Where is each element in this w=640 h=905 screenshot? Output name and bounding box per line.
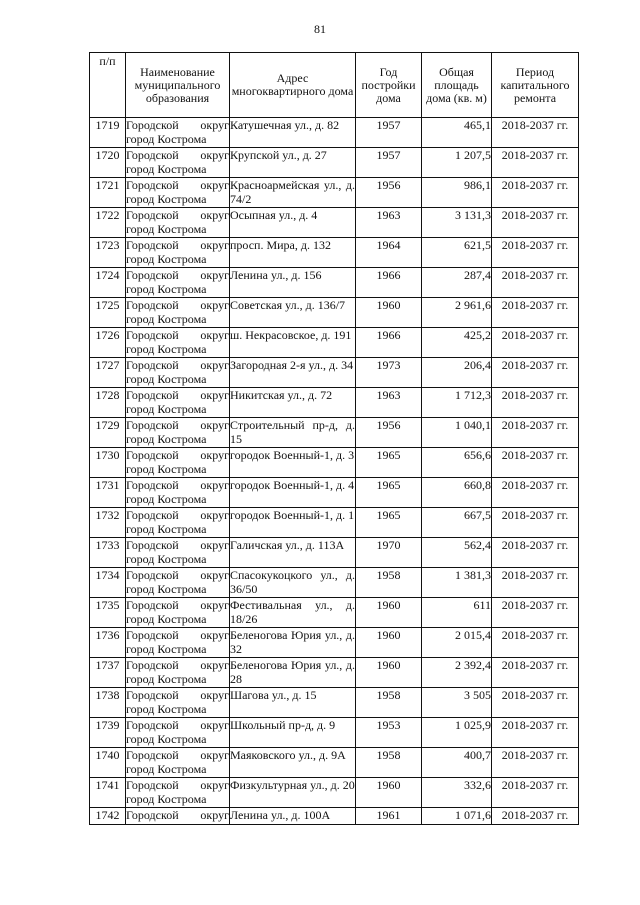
municipality-word-2: округ — [200, 658, 229, 672]
municipality-line-2: город Кострома — [126, 762, 207, 776]
municipality-line-2: город Кострома — [126, 222, 207, 236]
address-cell: Загородная 2-я ул., д. 34 — [230, 358, 356, 388]
municipality-cell — [126, 628, 230, 658]
year-cell: 1961 — [356, 808, 422, 825]
year-cell: 1953 — [356, 718, 422, 748]
year-cell: 1960 — [356, 628, 422, 658]
municipality-line-2: город Кострома — [126, 372, 207, 386]
municipality-word-2: округ — [200, 388, 229, 402]
municipality-line-1 — [126, 628, 229, 642]
municipality-word-2: округ — [200, 178, 229, 192]
address-cell: городок Военный-1, д. 4 — [230, 478, 356, 508]
row-number-cell: 1722 — [90, 208, 126, 238]
municipality-word-2: округ — [200, 808, 229, 822]
area-cell: 3 505 — [422, 688, 492, 718]
area-cell: 206,4 — [422, 358, 492, 388]
table-row — [90, 178, 579, 208]
period-cell: 2018-2037 гг. — [492, 748, 579, 778]
area-cell: 1 025,9 — [422, 718, 492, 748]
area-cell: 1 712,3 — [422, 388, 492, 418]
municipality-line-1 — [126, 178, 229, 192]
year-cell: 1965 — [356, 508, 422, 538]
table-row — [90, 568, 579, 598]
year-cell: 1966 — [356, 328, 422, 358]
address-cell: Красноармейская ул., д. 74/2 — [230, 178, 355, 206]
row-number-cell: 1724 — [90, 268, 126, 298]
header-period: Период капитального ремонта — [492, 53, 579, 118]
municipality-cell — [126, 718, 230, 748]
municipality-line-1 — [126, 298, 229, 312]
area-cell: 1 040,1 — [422, 418, 492, 448]
municipality-word-2: округ — [200, 298, 229, 312]
area-cell: 621,5 — [422, 238, 492, 268]
year-cell: 1970 — [356, 538, 422, 568]
municipality-line-1 — [126, 478, 229, 492]
municipality-line-2: город Кострома — [126, 612, 207, 626]
table-row — [90, 388, 579, 418]
period-cell: 2018-2037 гг. — [492, 808, 579, 825]
year-cell: 1957 — [356, 118, 422, 148]
municipality-word-1: Городской — [126, 118, 179, 132]
period-cell: 2018-2037 гг. — [492, 508, 579, 538]
address-cell: Советская ул., д. 136/7 — [230, 298, 356, 328]
municipality-line-1 — [126, 208, 229, 222]
address-cell: Фестивальная ул., д. 18/26 — [230, 598, 355, 626]
header-year: Год постройки дома — [356, 53, 422, 118]
municipality-word-1: Городской — [126, 238, 179, 252]
municipality-word-1: Городской — [126, 658, 179, 672]
address-cell: Ленина ул., д. 156 — [230, 268, 356, 298]
row-number-cell: 1719 — [90, 118, 126, 148]
year-cell: 1964 — [356, 238, 422, 268]
table-row — [90, 598, 579, 628]
address-cell: Никитская ул., д. 72 — [230, 388, 356, 418]
municipality-cell — [126, 778, 230, 808]
year-cell: 1958 — [356, 748, 422, 778]
municipality-line-2: город Кострома — [126, 462, 207, 476]
municipality-line-2: город Кострома — [126, 432, 207, 446]
period-cell: 2018-2037 гг. — [492, 208, 579, 238]
area-cell: 660,8 — [422, 478, 492, 508]
row-number-cell: 1730 — [90, 448, 126, 478]
address-cell: Катушечная ул., д. 82 — [230, 118, 356, 148]
municipality-word-2: округ — [200, 478, 229, 492]
table-row — [90, 808, 579, 825]
municipality-line-1 — [126, 658, 229, 672]
municipality-word-1: Городской — [126, 688, 179, 702]
municipality-line-1 — [126, 118, 229, 132]
municipality-cell — [126, 268, 230, 298]
municipality-line-1 — [126, 808, 229, 822]
table-row — [90, 778, 579, 808]
table-row — [90, 718, 579, 748]
area-cell: 465,1 — [422, 118, 492, 148]
municipality-cell — [126, 298, 230, 328]
municipality-word-2: округ — [200, 448, 229, 462]
table-row — [90, 358, 579, 388]
area-cell: 425,2 — [422, 328, 492, 358]
municipality-word-2: округ — [200, 268, 229, 282]
period-cell: 2018-2037 гг. — [492, 688, 579, 718]
table-row — [90, 658, 579, 688]
page-number: 81 — [314, 22, 326, 36]
table-row — [90, 208, 579, 238]
table-row — [90, 118, 579, 148]
municipality-cell — [126, 358, 230, 388]
municipality-word-1: Городской — [126, 268, 179, 282]
municipality-word-1: Городской — [126, 538, 179, 552]
municipality-line-1 — [126, 538, 229, 552]
municipality-line-2: город Кострома — [126, 192, 207, 206]
municipality-line-2: город Кострома — [126, 552, 207, 566]
municipality-cell — [126, 418, 230, 448]
municipality-word-1: Городской — [126, 778, 179, 792]
municipality-word-1: Городской — [126, 148, 179, 162]
municipality-line-1 — [126, 358, 229, 372]
year-cell: 1958 — [356, 688, 422, 718]
municipality-word-1: Городской — [126, 598, 179, 612]
municipality-word-1: Городской — [126, 748, 179, 762]
table-row — [90, 478, 579, 508]
municipality-word-2: округ — [200, 688, 229, 702]
period-cell: 2018-2037 гг. — [492, 388, 579, 418]
year-cell: 1965 — [356, 478, 422, 508]
period-cell: 2018-2037 гг. — [492, 628, 579, 658]
municipality-cell — [126, 178, 230, 208]
municipality-cell — [126, 508, 230, 538]
table-row — [90, 628, 579, 658]
municipality-line-1 — [126, 148, 229, 162]
period-cell: 2018-2037 гг. — [492, 358, 579, 388]
municipality-word-2: округ — [200, 628, 229, 642]
municipality-word-1: Городской — [126, 328, 179, 342]
address-cell: Маяковского ул., д. 9А — [230, 748, 356, 778]
year-cell: 1966 — [356, 268, 422, 298]
municipality-word-1: Городской — [126, 808, 179, 822]
address-cell: ш. Некрасовское, д. 191 — [230, 328, 356, 358]
municipality-line-2: город Кострома — [126, 342, 207, 356]
period-cell: 2018-2037 гг. — [492, 718, 579, 748]
municipality-word-2: округ — [200, 238, 229, 252]
period-cell: 2018-2037 гг. — [492, 598, 579, 628]
table-row — [90, 238, 579, 268]
area-cell: 611 — [422, 598, 492, 628]
municipality-cell — [126, 118, 230, 148]
period-cell: 2018-2037 гг. — [492, 538, 579, 568]
municipality-word-2: округ — [200, 778, 229, 792]
municipality-line-2: город Кострома — [126, 162, 207, 176]
municipality-word-2: округ — [200, 148, 229, 162]
period-cell: 2018-2037 гг. — [492, 568, 579, 598]
municipality-word-1: Городской — [126, 178, 179, 192]
row-number-cell: 1725 — [90, 298, 126, 328]
municipality-line-2: город Кострома — [126, 582, 207, 596]
period-cell: 2018-2037 гг. — [492, 178, 579, 208]
municipality-line-2: город Кострома — [126, 132, 207, 146]
table-row — [90, 148, 579, 178]
municipality-line-1 — [126, 598, 229, 612]
area-cell: 2 961,6 — [422, 298, 492, 328]
row-number-cell: 1723 — [90, 238, 126, 268]
table-row — [90, 418, 579, 448]
municipality-word-1: Городской — [126, 478, 179, 492]
municipality-line-1 — [126, 388, 229, 402]
area-cell: 1 381,3 — [422, 568, 492, 598]
row-number-cell: 1720 — [90, 148, 126, 178]
municipality-cell — [126, 688, 230, 718]
municipality-cell — [126, 448, 230, 478]
area-cell: 2 015,4 — [422, 628, 492, 658]
row-number-cell: 1732 — [90, 508, 126, 538]
row-number-cell: 1735 — [90, 598, 126, 628]
municipality-line-2: город Кострома — [126, 702, 207, 716]
address-cell: Ленина ул., д. 100А — [230, 808, 356, 825]
header-area: Общая площадь дома (кв. м) — [422, 53, 492, 118]
municipality-line-1 — [126, 448, 229, 462]
year-cell: 1963 — [356, 208, 422, 238]
period-cell: 2018-2037 гг. — [492, 778, 579, 808]
municipality-word-2: округ — [200, 328, 229, 342]
address-cell: Строительный пр-д, д. 15 — [230, 418, 355, 446]
row-number-cell: 1728 — [90, 388, 126, 418]
address-cell: Шагова ул., д. 15 — [230, 688, 356, 718]
municipality-line-2: город Кострома — [126, 312, 207, 326]
municipality-cell — [126, 328, 230, 358]
period-cell: 2018-2037 гг. — [492, 418, 579, 448]
municipality-cell — [126, 148, 230, 178]
table-row — [90, 508, 579, 538]
municipality-line-2: город Кострома — [126, 402, 207, 416]
address-cell: Спасокукоцкого ул., д. 36/50 — [230, 568, 355, 596]
municipality-word-2: округ — [200, 718, 229, 732]
municipality-word-1: Городской — [126, 298, 179, 312]
period-cell: 2018-2037 гг. — [492, 448, 579, 478]
address-cell: Крупской ул., д. 27 — [230, 148, 356, 178]
area-cell: 1 207,5 — [422, 148, 492, 178]
municipality-word-1: Городской — [126, 718, 179, 732]
header-address: Адрес многоквартирного дома — [230, 53, 356, 118]
municipality-word-2: округ — [200, 538, 229, 552]
year-cell: 1960 — [356, 778, 422, 808]
municipality-word-2: округ — [200, 748, 229, 762]
municipality-line-1 — [126, 268, 229, 282]
address-cell: Беленогова Юрия ул., д. 28 — [230, 658, 355, 686]
table-header-row — [90, 53, 579, 118]
municipality-line-1 — [126, 748, 229, 762]
municipality-word-1: Городской — [126, 388, 179, 402]
municipality-word-2: округ — [200, 358, 229, 372]
row-number-cell: 1738 — [90, 688, 126, 718]
municipality-line-1 — [126, 688, 229, 702]
municipality-word-2: округ — [200, 598, 229, 612]
period-cell: 2018-2037 гг. — [492, 268, 579, 298]
municipality-cell — [126, 748, 230, 778]
address-cell: Галичская ул., д. 113А — [230, 538, 356, 568]
row-number-cell: 1742 — [90, 808, 126, 825]
year-cell: 1958 — [356, 568, 422, 598]
municipality-line-2: город Кострома — [126, 642, 207, 656]
row-number-cell: 1727 — [90, 358, 126, 388]
header-number: п/п — [90, 53, 126, 118]
table-row — [90, 448, 579, 478]
municipality-line-1 — [126, 568, 229, 582]
table-row — [90, 748, 579, 778]
municipality-line-2: город Кострома — [126, 522, 207, 536]
municipality-cell — [126, 238, 230, 268]
municipality-word-1: Городской — [126, 208, 179, 222]
year-cell: 1963 — [356, 388, 422, 418]
municipality-cell — [126, 808, 230, 825]
municipality-cell — [126, 388, 230, 418]
row-number-cell: 1733 — [90, 538, 126, 568]
address-cell: городок Военный-1, д. 1 — [230, 508, 356, 538]
municipality-line-2: город Кострома — [126, 492, 207, 506]
municipality-word-1: Городской — [126, 508, 179, 522]
row-number-cell: 1729 — [90, 418, 126, 448]
municipality-cell — [126, 568, 230, 598]
area-cell: 332,6 — [422, 778, 492, 808]
year-cell: 1956 — [356, 418, 422, 448]
row-number-cell: 1721 — [90, 178, 126, 208]
area-cell: 3 131,3 — [422, 208, 492, 238]
period-cell: 2018-2037 гг. — [492, 298, 579, 328]
municipality-line-1 — [126, 718, 229, 732]
municipality-word-2: округ — [200, 118, 229, 132]
table-row — [90, 688, 579, 718]
address-cell: Осыпная ул., д. 4 — [230, 208, 356, 238]
municipality-word-1: Городской — [126, 628, 179, 642]
year-cell: 1965 — [356, 448, 422, 478]
municipality-line-2: город Кострома — [126, 732, 207, 746]
municipality-word-1: Городской — [126, 358, 179, 372]
municipality-word-2: округ — [200, 418, 229, 432]
table-row — [90, 328, 579, 358]
municipality-word-2: округ — [200, 568, 229, 582]
period-cell: 2018-2037 гг. — [492, 658, 579, 688]
address-cell: Школьный пр-д, д. 9 — [230, 718, 356, 748]
municipality-word-2: округ — [200, 208, 229, 222]
period-cell: 2018-2037 гг. — [492, 328, 579, 358]
municipality-cell — [126, 538, 230, 568]
municipality-line-2: город Кострома — [126, 282, 207, 296]
year-cell: 1957 — [356, 148, 422, 178]
municipality-word-2: округ — [200, 508, 229, 522]
municipality-cell — [126, 478, 230, 508]
address-cell: Беленогова Юрия ул., д. 32 — [230, 628, 355, 656]
municipality-word-1: Городской — [126, 568, 179, 582]
municipality-line-2: город Кострома — [126, 252, 207, 266]
municipality-line-2: город Кострома — [126, 792, 207, 806]
area-cell: 667,5 — [422, 508, 492, 538]
row-number-cell: 1736 — [90, 628, 126, 658]
municipality-line-1 — [126, 778, 229, 792]
area-cell: 400,7 — [422, 748, 492, 778]
municipality-line-2: город Кострома — [126, 672, 207, 686]
year-cell: 1960 — [356, 598, 422, 628]
row-number-cell: 1739 — [90, 718, 126, 748]
year-cell: 1960 — [356, 298, 422, 328]
period-cell: 2018-2037 гг. — [492, 478, 579, 508]
period-cell: 2018-2037 гг. — [492, 238, 579, 268]
table-body — [90, 118, 579, 825]
address-cell: городок Военный-1, д. 3 — [230, 448, 356, 478]
table-row — [90, 538, 579, 568]
row-number-cell: 1731 — [90, 478, 126, 508]
year-cell: 1960 — [356, 658, 422, 688]
address-cell: просп. Мира, д. 132 — [230, 238, 356, 268]
municipality-cell — [126, 658, 230, 688]
municipality-cell — [126, 598, 230, 628]
row-number-cell: 1741 — [90, 778, 126, 808]
row-number-cell: 1740 — [90, 748, 126, 778]
municipality-word-1: Городской — [126, 418, 179, 432]
municipality-line-1 — [126, 238, 229, 252]
area-cell: 986,1 — [422, 178, 492, 208]
municipality-cell — [126, 208, 230, 238]
year-cell: 1973 — [356, 358, 422, 388]
table-row — [90, 298, 579, 328]
housing-registry-table — [89, 52, 579, 825]
area-cell: 656,6 — [422, 448, 492, 478]
table-row — [90, 268, 579, 298]
row-number-cell: 1734 — [90, 568, 126, 598]
header-municipality: Наименование муниципального образования — [126, 53, 230, 118]
address-cell: Физкультурная ул., д. 20 — [230, 778, 356, 808]
row-number-cell: 1737 — [90, 658, 126, 688]
municipality-line-1 — [126, 418, 229, 432]
municipality-line-1 — [126, 508, 229, 522]
period-cell: 2018-2037 гг. — [492, 118, 579, 148]
municipality-line-1 — [126, 328, 229, 342]
year-cell: 1956 — [356, 178, 422, 208]
period-cell: 2018-2037 гг. — [492, 148, 579, 178]
area-cell: 1 071,6 — [422, 808, 492, 825]
area-cell: 2 392,4 — [422, 658, 492, 688]
area-cell: 287,4 — [422, 268, 492, 298]
municipality-word-1: Городской — [126, 448, 179, 462]
area-cell: 562,4 — [422, 538, 492, 568]
row-number-cell: 1726 — [90, 328, 126, 358]
